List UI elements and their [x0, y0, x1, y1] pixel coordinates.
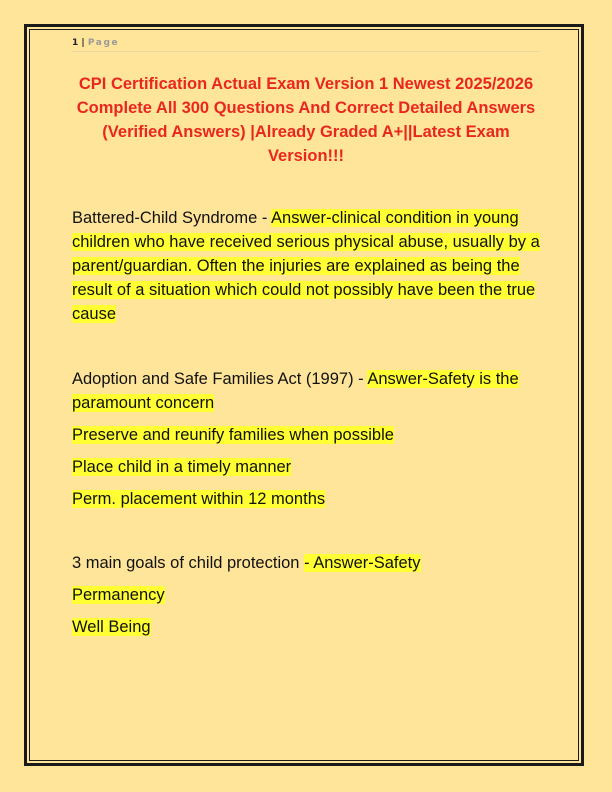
entry-answer-line: Perm. placement within 12 months: [72, 490, 326, 508]
page-header: [72, 37, 540, 52]
entry-answer: Answer-Safety is the paramount concern: [72, 370, 519, 412]
document-title: CPI Certification Actual Exam Version 1 Newest 2025/2026 Complete All 300 Questions And Correct Detailed Answers (Verified Answers) |Already Graded A+||Latest Exam Version!!!: [76, 75, 536, 165]
entry-answer: Answer-clinical condition in young children who have received serious physical abuse, usually by a parent/guardian. Often the injuries are explained as being the result of a situation which could not possibly have been the true cause: [72, 209, 540, 323]
entry-answer-line: Well Being: [72, 618, 151, 636]
page-header-separator: |: [78, 38, 88, 48]
entry-child-protection-goals: [72, 551, 542, 647]
entry-answer-line: Permanency: [72, 586, 165, 604]
entry-adoption-safe-families-act: [72, 367, 542, 519]
entry-answer: - Answer-Safety: [304, 554, 421, 572]
entry-answer-line: Place child in a timely manner: [72, 458, 292, 476]
page-number: 1: [72, 38, 79, 48]
page-label: Page: [87, 38, 120, 48]
entry-term: 3 main goals of child protection: [72, 554, 305, 572]
entry-answer-line: Preserve and reunify families when possible: [72, 426, 394, 444]
entry-term: Battered-Child Syndrome -: [72, 209, 272, 227]
entry-battered-child-syndrome: [72, 206, 542, 326]
entry-term: Adoption and Safe Families Act (1997) -: [72, 370, 368, 388]
